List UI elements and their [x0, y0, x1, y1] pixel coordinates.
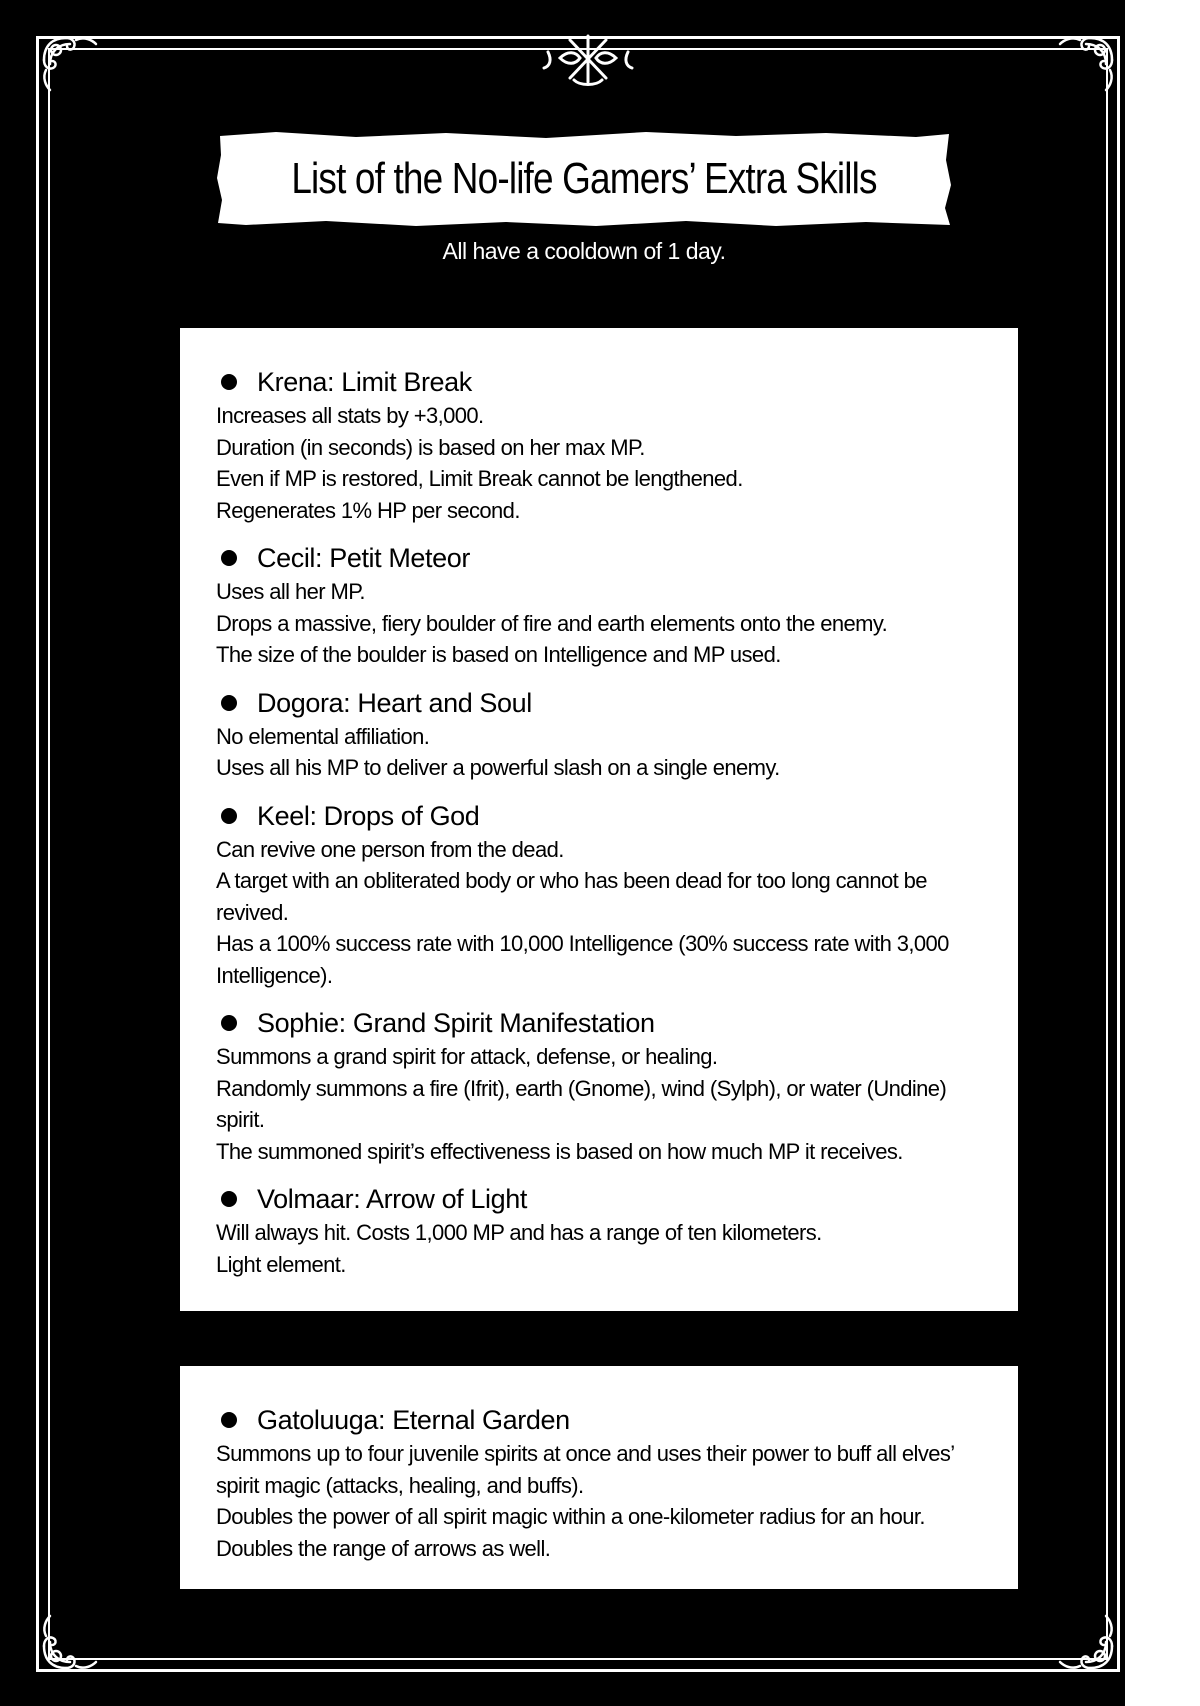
- skills-panel: [180, 328, 1018, 1311]
- scroll-ornament-icon: [36, 30, 106, 100]
- bullet-dot-icon: [221, 1015, 237, 1031]
- skill-description-line: The size of the boulder is based on Intelligence and MP used.: [216, 642, 781, 667]
- skill-name: Volmaar: Arrow of Light: [257, 1184, 527, 1214]
- skill-description-line: Even if MP is restored, Limit Break cannot be lengthened.: [216, 466, 743, 491]
- skill-description-line: Has a 100% success rate with 10,000 Intelligence (30% success rate with 3,000 Intelligence).: [216, 931, 949, 988]
- skill-item: [216, 1181, 982, 1280]
- scroll-ornament-icon: [36, 1606, 106, 1676]
- skill-description-line: Drops a massive, fiery boulder of fire and earth elements onto the enemy.: [216, 610, 888, 636]
- bullet-dot-icon: [221, 808, 237, 824]
- bullet-dot-icon: [221, 550, 237, 566]
- skill-description-line: Regenerates 1% HP per second.: [216, 497, 520, 523]
- skill-description-line: No elemental affiliation.: [216, 723, 430, 749]
- skill-description-line: Uses all his MP to deliver a powerful slash on a single enemy.: [216, 755, 780, 780]
- skill-item: [216, 1005, 982, 1167]
- skill-description-line: Summons up to four juvenile spirits at once and uses their power to buff all elves’ spirit magic (attacks, healing, and buffs).: [216, 1441, 954, 1498]
- scroll-ornament-icon: [1050, 30, 1120, 100]
- bullet-dot-icon: [221, 1412, 237, 1428]
- skill-name: Gatoluuga: Eternal Garden: [257, 1405, 570, 1435]
- skill-item: [216, 685, 982, 784]
- fleur-ornament-icon: [540, 30, 636, 88]
- skill-name: Sophie: Grand Spirit Manifestation: [257, 1008, 655, 1038]
- skill-item: [216, 798, 982, 992]
- bullet-dot-icon: [221, 374, 237, 390]
- bullet-dot-icon: [221, 1191, 237, 1207]
- skill-description-line: Doubles the range of arrows as well.: [216, 1535, 551, 1561]
- skill-description-line: Light element.: [216, 1251, 346, 1277]
- subtitle: All have a cooldown of 1 day.: [442, 238, 726, 264]
- skill-description-line: Doubles the power of all spirit magic within a one-kilometer radius for an hour.: [216, 1504, 925, 1529]
- page-title: List of the No-life Gamers’ Extra Skills: [291, 154, 877, 203]
- extra-skill-panel: [180, 1366, 1018, 1589]
- skill-description-line: Uses all her MP.: [216, 579, 365, 604]
- skill-description-line: The summoned spirit’s effectiveness is based on how much MP it receives.: [216, 1138, 903, 1164]
- skill-description-line: Randomly summons a fire (Ifrit), earth (Gnome), wind (Sylph), or water (Undine) spirit.: [216, 1075, 947, 1132]
- skill-name: Krena: Limit Break: [257, 367, 472, 397]
- skill-item: [216, 1402, 982, 1564]
- skill-item: [216, 364, 982, 526]
- scroll-ornament-icon: [1050, 1606, 1120, 1676]
- skill-description-line: Will always hit. Costs 1,000 MP and has a range of ten kilometers.: [216, 1220, 822, 1245]
- bullet-dot-icon: [221, 695, 237, 711]
- skill-description-line: Duration (in seconds) is based on her max MP.: [216, 434, 645, 460]
- skill-description-line: Can revive one person from the dead.: [216, 836, 564, 862]
- title-banner: [216, 130, 952, 228]
- skill-item: [216, 540, 982, 671]
- skill-name: Dogora: Heart and Soul: [257, 687, 532, 718]
- skill-description-line: Summons a grand spirit for attack, defense, or healing.: [216, 1044, 718, 1069]
- skill-name: Keel: Drops of God: [257, 800, 480, 831]
- skill-description-line: Increases all stats by +3,000.: [216, 403, 484, 428]
- skill-name: Cecil: Petit Meteor: [257, 543, 470, 573]
- skill-description-line: A target with an obliterated body or who has been dead for too long cannot be revived.: [216, 868, 927, 925]
